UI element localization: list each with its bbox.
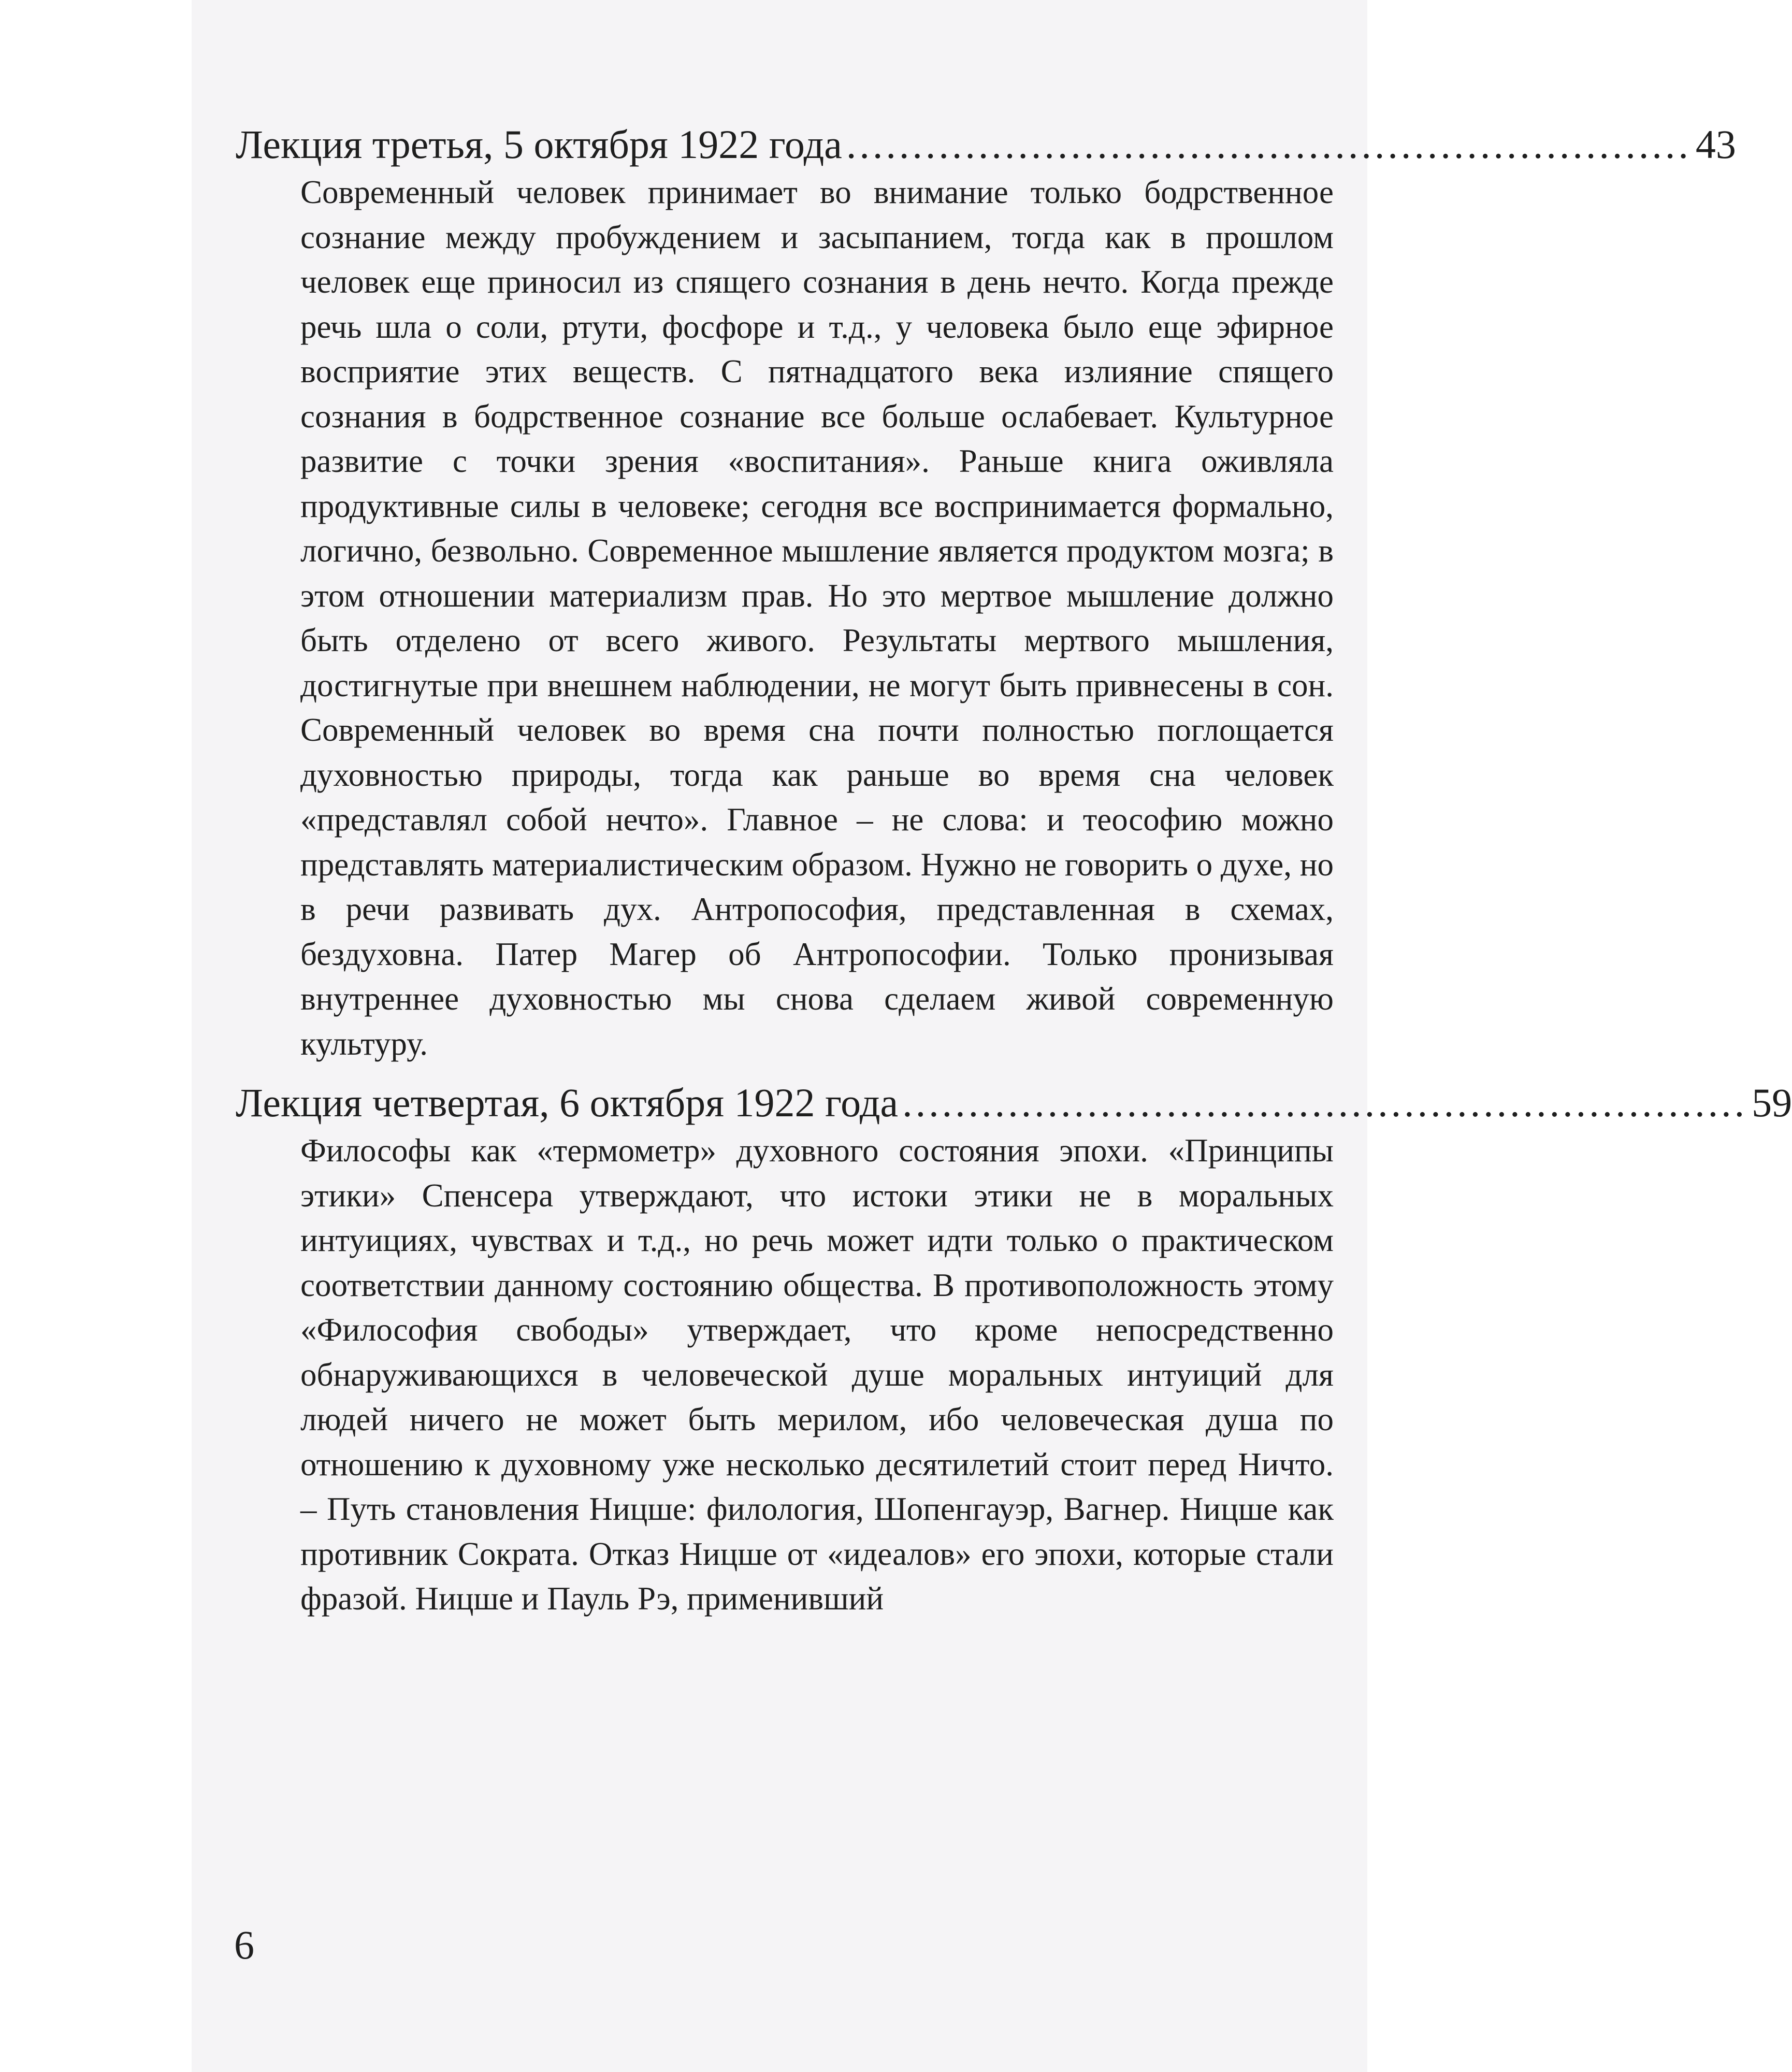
page-number: 6	[234, 1922, 254, 1967]
toc-page-number: 43	[1695, 122, 1736, 167]
toc-entry-title: Лекция третья, 5 октября 1922 года	[236, 122, 842, 167]
toc-entry-summary: Философы как «термометр» духовного состояния эпохи. «Принципы этики» Спенсера утверждают, что истоки этики не в моральных интуициях, чувствах и т.д., но речь может идти только о практическом соответствии данному состоянию общества. В противоположность этому «Философия свободы» утверждает, что кроме непосредственно обнаруживающихся в человеческой душе моральных интуиций для людей ничего не может быть мерилом, ибо человеческая душа по отношению к духовному уже несколько десятилетий стоит перед Ничто. – Путь становления Ницше: филология, Шопенгауэр, Вагнер. Ницше как противник Сократа. Отказ Ницше от «идеалов» его эпохи, которые стали фразой. Ницше и Пауль Рэ, применивший	[300, 1132, 1334, 1617]
toc-entry-lecture-3	[236, 119, 1736, 1066]
table-of-contents	[236, 119, 1792, 1621]
toc-page-number: 59	[1752, 1080, 1792, 1125]
toc-entry-title: Лекция четвертая, 6 октября 1922 года	[236, 1080, 899, 1125]
toc-entry-lecture-4	[236, 1077, 1792, 1621]
toc-heading	[236, 119, 1736, 170]
toc-entry-summary: Современный человек принимает во внимание только бодрственное сознание между пробуждением и засыпанием, тогда как в прошлом человек еще приносил из спящего сознания в день нечто. Когда прежде речь шла о соли, ртути, фосфоре и т.д., у человека было еще эфирное восприятие этих веществ. С пятнадцатого века излияние спящего сознания в бодрственное сознание все больше ослабевает. Культурное развитие с точки зрения «воспитания». Раньше книга оживляла продуктивные силы в человеке; сегодня все воспринимается формально, логично, безвольно. Современное мышление является продуктом мозга; в этом отношении материализм прав. Но это мертвое мышление должно быть отделено от всего живого. Результаты мертвого мышления, достигнутые при внешнем наблюдении, не могут быть привнесены в сон. Современный человек во время сна почти полностью поглощается духовностью природы, тогда как раньше во время сна человек «представлял собой нечто». Главное – не слова: и теософию можно представлять материалистическим образом. Нужно не говорить о духе, но в речи развивать дух. Антропософия, представленная в схемах, бездуховна. Патер Магер об Антропософии. Только пронизывая внутреннее духовностью мы снова сделаем живой современную культуру.	[300, 174, 1334, 1062]
toc-heading	[236, 1077, 1792, 1128]
dot-leader: ................................................................	[846, 122, 1692, 167]
dot-leader: ................................................................	[902, 1080, 1748, 1125]
